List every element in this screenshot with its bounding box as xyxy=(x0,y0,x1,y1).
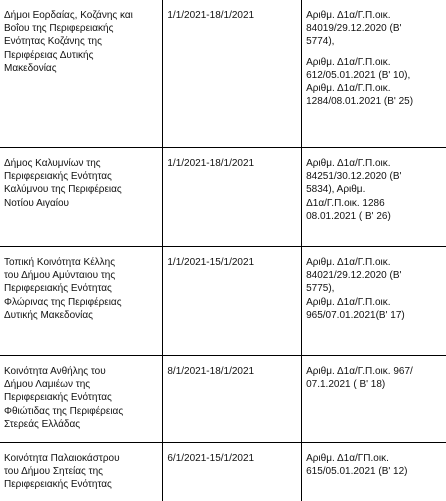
area-line: Περιφερειακής Ενότητας xyxy=(4,283,112,295)
area-line: Μακεδονίας xyxy=(4,62,57,74)
decision-line: Αριθμ. Δ1α/Γ.Π.οικ. xyxy=(306,56,391,68)
decision-line: 612/05.01.2021 (Β' 10), xyxy=(306,69,411,81)
decision-line: 965/07.01.2021(Β' 17) xyxy=(306,309,405,321)
decision-line: 84021/29.12.2020 (Β' xyxy=(306,270,402,282)
table-row xyxy=(0,356,446,443)
table-row xyxy=(0,148,446,247)
area-cell xyxy=(0,247,163,356)
area-line: Καλύμνου της Περιφέρειας xyxy=(4,184,122,196)
decision-line: 07.1.2021 ( Β' 18) xyxy=(306,379,386,391)
decision-line: 615/05.01.2021 (Β' 12) xyxy=(306,466,408,478)
area-line: Κοινότητα Παλαιοκάστρου xyxy=(4,453,120,464)
decision-cell xyxy=(302,356,446,443)
area-line: Περιφερειακής Ενότητας xyxy=(4,479,112,491)
table-row xyxy=(0,0,446,148)
period-cell xyxy=(163,247,302,356)
decision-line: Δ1α/Γ.Π.οικ. 1286 xyxy=(306,197,385,209)
table-row xyxy=(0,443,446,501)
period-text: 8/1/2021-18/1/2021 xyxy=(167,366,255,377)
decision-line: 84019/29.12.2020 (Β' xyxy=(306,23,402,35)
area-line: Στερεάς Ελλάδας xyxy=(4,418,81,430)
area-line: Φθιώτιδας της Περιφέρειας xyxy=(4,405,124,417)
area-line: του Δήμου Αμύνταιου της xyxy=(4,270,116,282)
area-line: Βοΐου της Περιφερειακής xyxy=(4,23,114,35)
decision-cell xyxy=(302,443,446,501)
area-line: Νοτίου Αιγαίου xyxy=(4,197,69,209)
area-line: Τοπική Κοινότητα Κέλλης xyxy=(4,257,116,268)
decision-line: Αριθμ. Δ1α/Γ.Π.οικ. xyxy=(306,83,391,95)
period-cell xyxy=(163,443,302,501)
area-line: Δήμοι Εορδαίας, Κοζάνης και xyxy=(4,10,133,21)
decision-line: 5774), xyxy=(306,36,335,48)
period-cell xyxy=(163,0,302,148)
area-line: Φλώρινας της Περιφέρειας xyxy=(4,296,122,308)
paragraph-gap xyxy=(306,49,443,56)
area-line: Ενότητας Κοζάνης της xyxy=(4,36,102,48)
decision-line: Αριθμ. Δ1α/Γ.Π.οικ. xyxy=(306,158,391,169)
area-cell xyxy=(0,148,163,247)
area-line: Περιφέρειας Δυτικής xyxy=(4,49,94,61)
area-line: του Δήμου Σητείας της xyxy=(4,466,103,478)
decision-line: 08.01.2021 ( Β' 26) xyxy=(306,210,391,222)
decision-line: 84251/30.12.2020 (Β' xyxy=(306,171,402,183)
decision-line: Αριθμ. Δ1α/Γ.Π.οικ. 967/ xyxy=(306,366,413,377)
area-line: Δήμου Λαμιέων της xyxy=(4,379,91,391)
period-cell xyxy=(163,148,302,247)
decision-line: 1284/08.01.2021 (Β' 25) xyxy=(306,96,414,108)
decision-line: 5834), Αριθμ. xyxy=(306,184,366,196)
decision-cell xyxy=(302,247,446,356)
decision-cell xyxy=(302,0,446,148)
area-line: Κοινότητα Ανθήλης του xyxy=(4,366,106,377)
area-line: Δήμος Καλυμνίων της xyxy=(4,158,101,169)
period-cell xyxy=(163,356,302,443)
decision-cell xyxy=(302,148,446,247)
table-row xyxy=(0,247,446,356)
area-cell xyxy=(0,0,163,148)
decision-line: Αριθμ. Δ1α/Γ.Π.οικ. xyxy=(306,10,391,21)
decision-line: Αριθμ. Δ1α/Γ.Π.οικ. xyxy=(306,296,391,308)
decision-line: Αριθμ. Δ1α/ΓΠ.οικ. xyxy=(306,453,389,464)
period-text: 1/1/2021-18/1/2021 xyxy=(167,158,255,169)
area-line: Δυτικής Μακεδονίας xyxy=(4,309,93,321)
period-text: 6/1/2021-15/1/2021 xyxy=(167,453,255,464)
period-text: 1/1/2021-15/1/2021 xyxy=(167,257,255,268)
period-text: 1/1/2021-18/1/2021 xyxy=(167,10,255,21)
area-line: Περιφερειακής Ενότητας xyxy=(4,171,112,183)
decision-line: 5775), xyxy=(306,283,335,295)
area-line: Περιφερειακής Ενότητας xyxy=(4,392,112,404)
area-cell xyxy=(0,443,163,501)
area-cell xyxy=(0,356,163,443)
decision-line: Αριθμ. Δ1α/Γ.Π.οικ. xyxy=(306,257,391,268)
